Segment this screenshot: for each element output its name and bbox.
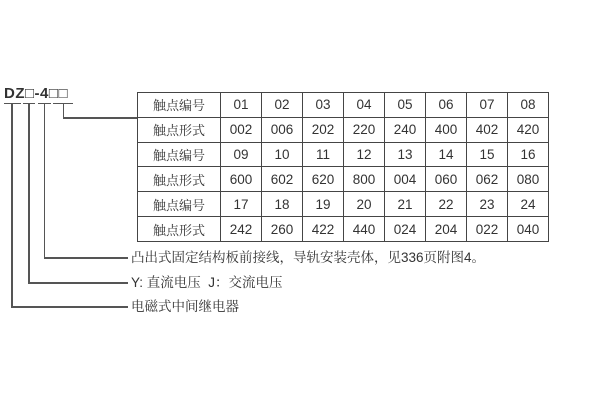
value-cell: 22 [426, 192, 467, 217]
value-cell: 21 [385, 192, 426, 217]
value-cell: 220 [344, 117, 385, 142]
note-type: 电磁式中间继电器 [131, 299, 239, 314]
value-cell: 602 [262, 167, 303, 192]
value-cell: 16 [508, 142, 549, 167]
value-cell: 260 [262, 217, 303, 242]
value-cell: 240 [385, 117, 426, 142]
value-cell: 09 [221, 142, 262, 167]
row-header-cell: 触点编号 [138, 192, 221, 217]
value-cell: 14 [426, 142, 467, 167]
row-header-cell: 触点形式 [138, 117, 221, 142]
callout-lead-voltage [28, 282, 128, 284]
value-cell: 402 [467, 117, 508, 142]
row-header-cell: 触点编号 [138, 93, 221, 118]
value-cell: 004 [385, 167, 426, 192]
value-cell: 18 [262, 192, 303, 217]
value-cell: 600 [221, 167, 262, 192]
value-cell: 19 [303, 192, 344, 217]
value-cell: 440 [344, 217, 385, 242]
value-cell: 040 [508, 217, 549, 242]
value-cell: 03 [303, 93, 344, 118]
table-row [138, 217, 549, 242]
value-cell: 06 [426, 93, 467, 118]
callout-drop-voltage [28, 103, 30, 284]
value-cell: 23 [467, 192, 508, 217]
contact-spec-table-body [138, 93, 549, 242]
contact-spec-table [137, 92, 549, 242]
value-cell: 04 [344, 93, 385, 118]
note-structure: 凸出式固定结构板前接线，导轨安装壳体，见336页附图4。 [131, 250, 486, 265]
row-header-cell: 触点形式 [138, 167, 221, 192]
callout-lead-contacts-table [63, 117, 138, 119]
value-cell: 024 [385, 217, 426, 242]
value-cell: 620 [303, 167, 344, 192]
value-cell: 24 [508, 192, 549, 217]
value-cell: 080 [508, 167, 549, 192]
value-cell: 12 [344, 142, 385, 167]
note-voltage: Y: 直流电压 J：交流电压 [131, 275, 283, 290]
value-cell: 20 [344, 192, 385, 217]
value-cell: 10 [262, 142, 303, 167]
value-cell: 01 [221, 93, 262, 118]
value-cell: 422 [303, 217, 344, 242]
table-row [138, 93, 549, 118]
value-cell: 05 [385, 93, 426, 118]
model-code: DZ□-4□□ [4, 85, 69, 102]
value-cell: 202 [303, 117, 344, 142]
value-cell: 13 [385, 142, 426, 167]
callout-drop-type [11, 103, 13, 308]
table-row [138, 192, 549, 217]
row-header-cell: 触点编号 [138, 142, 221, 167]
value-cell: 400 [426, 117, 467, 142]
callout-drop-structure [44, 103, 46, 259]
table-row [138, 167, 549, 192]
row-header-cell: 触点形式 [138, 217, 221, 242]
value-cell: 242 [221, 217, 262, 242]
value-cell: 002 [221, 117, 262, 142]
value-cell: 07 [467, 93, 508, 118]
value-cell: 006 [262, 117, 303, 142]
table-row [138, 117, 549, 142]
value-cell: 08 [508, 93, 549, 118]
value-cell: 022 [467, 217, 508, 242]
value-cell: 420 [508, 117, 549, 142]
callout-lead-type [11, 306, 128, 308]
value-cell: 204 [426, 217, 467, 242]
callout-underline-dz [4, 103, 21, 105]
value-cell: 800 [344, 167, 385, 192]
value-cell: 15 [467, 142, 508, 167]
table-row [138, 142, 549, 167]
callout-lead-structure [44, 257, 128, 259]
value-cell: 17 [221, 192, 262, 217]
value-cell: 02 [262, 93, 303, 118]
value-cell: 11 [303, 142, 344, 167]
value-cell: 060 [426, 167, 467, 192]
value-cell: 062 [467, 167, 508, 192]
